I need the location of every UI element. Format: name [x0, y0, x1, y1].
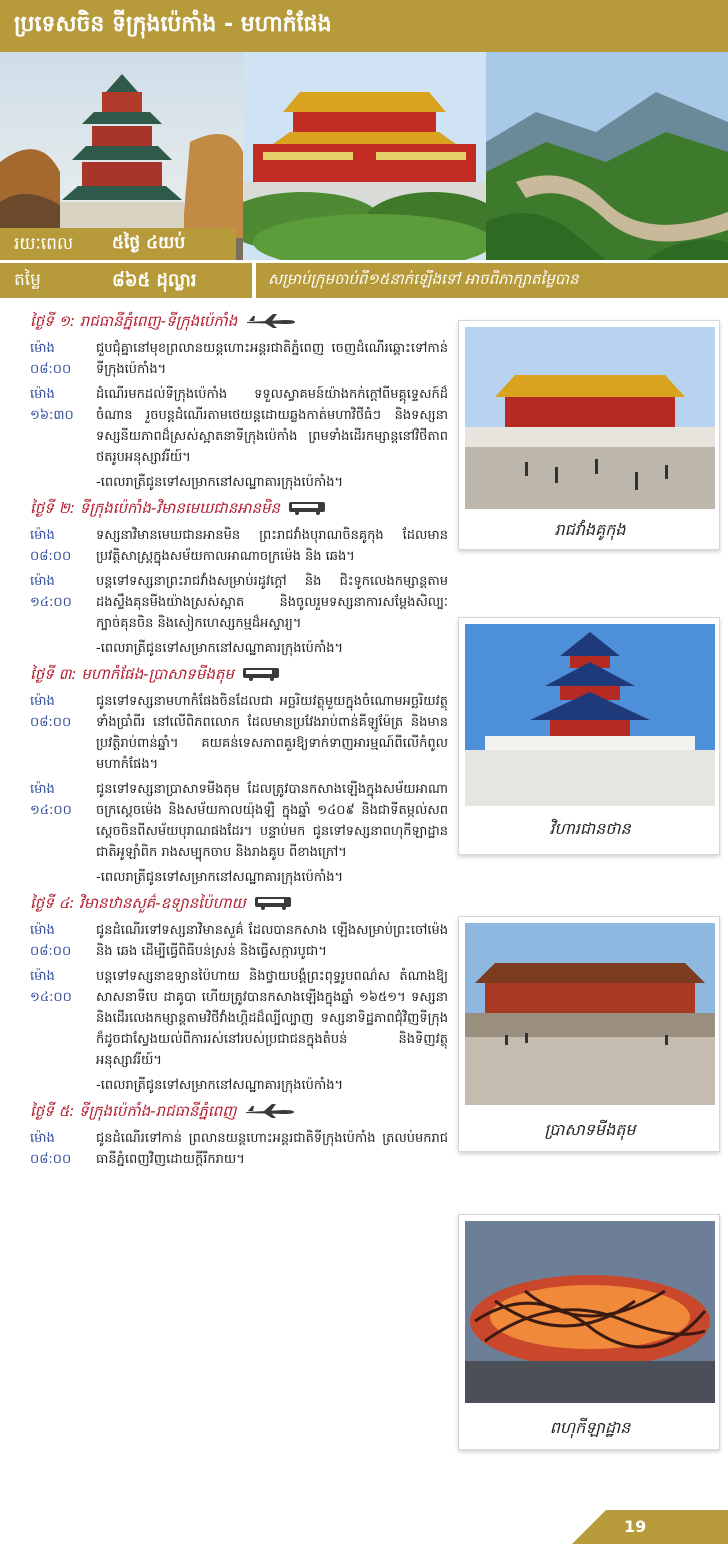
time-label: ម៉ោង ១៦:៣០ — [30, 387, 74, 423]
day-heading — [30, 499, 448, 521]
bus-icon — [242, 666, 282, 686]
day-heading — [30, 1102, 448, 1124]
duration-badge — [0, 228, 236, 260]
time-label: ម៉ោង ០៨:០០ — [30, 341, 72, 377]
duration-label: រយៈពេល — [14, 234, 74, 254]
activity-text: ជូនទៅទស្សនាប្រាសាទមីងតុម ដែលត្រូវបានកសាងឡើងក្នុងសម័យអាណាចក្រស្តេចម៉េង និងសម័យកាលយ៉ុងឡឺ ក្នុងឆ្នាំ ១៤០៩ និងជាទីតម្កល់សពស្តេចចិនពីសម័យបុរាណផងដែរ។ បន្ទាប់មក ជូនទៅទស្សនាពហុកីឡាដ្ឋានជាតិអូឡាំពិក រាងសម្បុកចាប និងរាងគូប ពីខាងក្រៅ។ — [96, 782, 448, 860]
activity-text: បន្តទៅទស្សនាព្រះរាជវាំងសម្រាប់រដូវក្តៅ និង ជិះទូកលេងកម្សាន្តតាមដងស្ទឹងគុនមីងយ៉ាងស្រស់ស្អាត និងចូលរួមទស្សនាការសម្តែងសិល្បៈក្បាច់គុនចិន និងសៀកហេស្សកម្មដ៏អស្ចារ្យ។ — [96, 574, 448, 631]
temple-of-heaven-photo — [465, 624, 715, 806]
time-label: ម៉ោង ១៤:០០ — [30, 969, 72, 1005]
activity-text: ជួបជុំគ្នានៅមុខព្រលានយន្តហោះអន្តរជាតិភ្នំពេញ ចេញដំណើរឆ្ពោះទៅកាន់ទីក្រុងប៉េកាំង។ — [96, 341, 448, 377]
photo-caption: ពហុកីឡាដ្ឋាន — [549, 1418, 631, 1437]
night-note: -ពេលរាត្រីជូនទៅសម្រាកនៅសណ្ឋាគារក្រុងប៉េកាំង។ — [96, 870, 344, 885]
photo-card-forbidden-city — [458, 320, 720, 550]
activity-text: ទស្សនាវិមានមេឃជានអានមិន ព្រះរាជវាំងបុរាណចិនគូកុង ដែលមានប្រវត្តិសាស្ត្រក្នុងសម័យកាលអាណាចក្រម៉េង និង ឆេង។ — [96, 528, 448, 564]
bus-icon — [288, 500, 328, 520]
time-label: ម៉ោង ០៨:០០ — [30, 923, 72, 959]
schedule-item — [30, 691, 448, 775]
time-label: ម៉ោង ១៤:០០ — [30, 574, 72, 610]
page-number-tab — [572, 1510, 728, 1544]
day-title: ថ្ងៃទី ៥: ទីក្រុងប៉េកាំង-រាជធានីភ្នំពេញ — [30, 1102, 237, 1120]
schedule-item — [30, 384, 448, 468]
birds-nest-stadium-photo — [465, 1221, 715, 1403]
time-label: ម៉ោង ០៨:០០ — [30, 528, 72, 564]
activity-text: បន្តទៅទស្សនាឧទ្យានប៉ៃហាយ និងថ្វាយបង្គំព្រះពុទ្ធរូបពណ៌ស តំណាងឱ្យសាសនាទីបេ ដាគូបា ហើយត្រូវបានកសាងឡើងក្នុងឆ្នាំ ១៦៥១។ ទស្សនា និងដើរលេងកម្សាន្តតាមវិថីវាំងហ្គិដដ៏ល្បីល្បាញ ទស្សនាទិដ្ឋភាពជុំវិញទីក្រុង ក៏ដូចជាស្វែងយល់ពីការរស់នៅរបស់ប្រជាជនក្នុងតំបន់ និងទិញវត្ថុអនុស្សាវរីយ៍។ — [96, 969, 448, 1068]
day-heading — [30, 894, 448, 916]
schedule-item — [30, 1128, 448, 1170]
activity-text: ជូនទៅទស្សនាមហាកំផែងចិនដែលជា អច្ឆរិយវត្ថុមួយក្នុងចំណោមអច្ឆរិយវត្ថុទាំងប្រាំពីរ នៅលើពិភពលោក ដែលមានប្រវែងរាប់ពាន់គីឡូម៉ែត្រ និងមានប្រវត្តិរាប់ពាន់ឆ្នាំ។ គយគន់ទេសភាពគួរឱ្យទាក់ទាញអារម្មណ៍ពីលើកំពូលមហាកំផែង។ — [96, 694, 448, 772]
night-note: -ពេលរាត្រីជូនទៅសម្រាកនៅសណ្ឋាគារក្រុងប៉េកាំង។ — [96, 641, 344, 656]
great-wall-photo — [486, 52, 728, 260]
schedule-item — [30, 338, 448, 380]
airplane-icon — [245, 313, 297, 333]
activity-text: ជូនដំណើរទៅកាន់ ព្រលានយន្តហោះអន្តរជាតិទីក្រុងប៉េកាំង ត្រលប់មករាជធានីភ្នំពេញវិញដោយក្តីរីករាយ។ — [96, 1131, 448, 1167]
duration-value: ៥ថ្ងៃ ៤យប់ — [112, 233, 186, 253]
time-label: ម៉ោង ០៨:០០ — [30, 694, 72, 730]
night-note: -ពេលរាត្រីជូនទៅសម្រាកនៅសណ្ឋាគារក្រុងប៉េកាំង។ — [96, 1078, 344, 1093]
forbidden-city-gate-photo — [243, 52, 486, 260]
price-value: ៨៦៥ ដុល្លារ — [112, 270, 197, 291]
activity-text: ដំណើរមកដល់ទីក្រុងប៉េកាំង ទទួលស្វាគមន៍យ៉ាងកក់ក្តៅពីមគ្គុទ្ទេសក៍ដ៏ចំណាន រួចបន្តដំណើរតាមថេយន្តដោយឆ្លងកាត់មហាវិថីធំៗ និងទស្សនាទស្សនីយភាពដ៏ស្រស់ស្អាតនាទីក្រុងប៉េកាំង ព្រមទាំងដើរកម្សាន្តនៅវិថីតាពថតរូបអនុស្សាវរីយ៍។ — [96, 387, 448, 465]
schedule-item — [30, 920, 448, 962]
schedule-item — [30, 779, 448, 863]
bus-icon — [254, 895, 294, 915]
price-bar — [0, 260, 728, 298]
time-label: ម៉ោង ០៨:០០ — [30, 1131, 72, 1167]
ming-tombs-photo — [465, 923, 715, 1105]
airplane-icon — [244, 1103, 296, 1123]
day-title: ថ្ងៃទី ៣: មហាកំផែង-ប្រាសាទមីងតុម — [30, 665, 234, 683]
photo-caption: ប្រាសាទមីងតុម — [544, 1120, 636, 1139]
night-note: -ពេលរាត្រីជូនទៅសម្រាកនៅសណ្ឋាគារក្រុងប៉េកាំង។ — [96, 475, 344, 490]
schedule-item — [30, 966, 448, 1071]
photo-caption: វិហារជានថាន — [549, 819, 631, 838]
day-heading — [30, 665, 448, 687]
group-note: សម្រាប់ក្រុមចាប់ពី១៥នាក់ឡើងទៅ អាចពិភាក្សាតម្លៃបាន — [268, 270, 579, 288]
schedule-item — [30, 525, 448, 567]
page-number: 19 — [624, 1517, 647, 1536]
page-title: ប្រទេសចិន ទីក្រុងប៉េកាំង - មហាកំផែង — [14, 12, 332, 37]
itinerary — [30, 312, 448, 1174]
photo-card-birds-nest — [458, 1214, 720, 1450]
photo-card-ming-tombs — [458, 916, 720, 1152]
header-bar — [0, 0, 728, 52]
day-title: ថ្ងៃទី ៤: វិមានឋានសួគ៌-ឧទ្យានប៉ៃហាយ — [30, 894, 246, 912]
divider — [252, 260, 256, 298]
photo-card-temple-of-heaven — [458, 617, 720, 855]
time-label: ម៉ោង ១៤:០០ — [30, 782, 72, 818]
price-label: តម្លៃ — [14, 270, 41, 290]
day-heading — [30, 312, 448, 334]
forbidden-city-photo — [465, 327, 715, 509]
activity-text: ជូនដំណើរទៅទស្សនាវិមានសួគ៌ ដែលបានកសាង ឡើងសម្រាប់ព្រះចៅម៉េង និង ឆេង ដើម្បីធ្វើពិធីបន់ស្រន់ និងធ្វើសក្ការបូជា។ — [96, 923, 448, 959]
schedule-item — [30, 571, 448, 634]
day-title: ថ្ងៃទី ១: រាជធានីភ្នំពេញ-ទីក្រុងប៉េកាំង — [30, 312, 238, 330]
photo-caption: រាជវាំងគូកុង — [554, 520, 626, 539]
day-title: ថ្ងៃទី ២: ទីក្រុងប៉េកាំង-វិមានមេឃជានអានមិន — [30, 499, 281, 517]
